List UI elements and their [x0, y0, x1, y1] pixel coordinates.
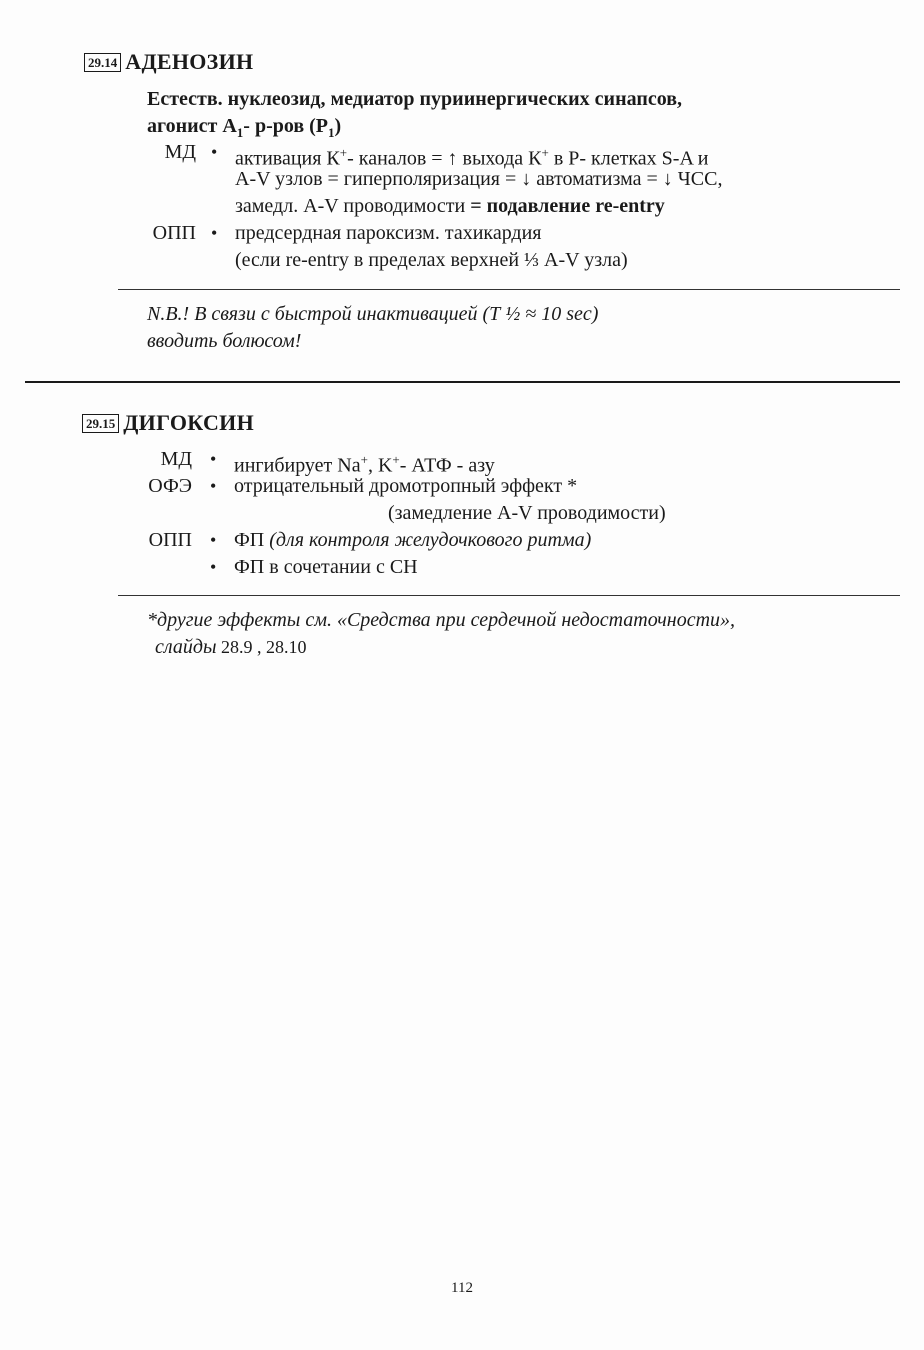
bullet-icon: • — [211, 142, 218, 162]
md-row — [0, 139, 924, 170]
divider — [118, 595, 900, 596]
section-heading-digoxin — [82, 410, 254, 436]
slide-number-box: 29.15 — [82, 414, 119, 433]
md-text: ингибирует Na+, K+- АТФ - азу — [234, 452, 495, 477]
md-label: МД — [164, 141, 196, 163]
ofe-text-line-2: (замедление A-V проводимости) — [388, 502, 666, 524]
divider — [118, 289, 900, 290]
bullet-icon: • — [210, 530, 217, 550]
bullet-icon: • — [210, 476, 217, 496]
opp-row — [0, 220, 924, 247]
section-heading-adenosine — [84, 49, 253, 75]
footnote-line-2: слайды 28.9 , 28.10 — [155, 636, 307, 658]
bullet-icon: • — [210, 449, 217, 469]
footnote-line-1: *другие эффекты см. «Средства при сердечной недостаточности», — [147, 609, 736, 631]
opp-row-cont — [0, 247, 924, 274]
opp-text-line-2: ФП в сочетании с СН — [234, 556, 418, 578]
opp-label: ОПП — [148, 529, 192, 551]
section-title: АДЕНОЗИН — [125, 49, 254, 74]
md-text-line-1: активация К+- каналов = ↑ выхода К+ в Р- клетках S-A и — [235, 145, 709, 170]
md-text-line-2: A-V узлов = гиперполяризация = ↓ автоматизма = ↓ ЧСС, — [235, 168, 723, 190]
opp-text-line-2: (если re-entry в пределах верхней ⅓ A-V узла) — [235, 249, 628, 271]
ofe-text-line-1: отрицательный дромотропный эффект * — [234, 475, 578, 497]
md-row-cont-1 — [0, 166, 924, 193]
intro-line-2: агонист $А_1-$ р-ров $(Р_1)$ — [147, 115, 342, 140]
section-title: ДИГОКСИН — [123, 410, 254, 435]
md-row-cont-2 — [0, 193, 924, 220]
bullet-icon: • — [211, 223, 218, 243]
opp-text-line-1: ФП (для контроля желудочкового ритма) — [234, 529, 592, 551]
note-line-2: вводить болюсом! — [147, 330, 302, 352]
md-text-line-3: замедл. A-V проводимости = подавление re-entry — [235, 195, 665, 217]
md-row — [0, 446, 924, 477]
page-number: 112 — [451, 1280, 473, 1296]
bullet-icon: • — [210, 557, 217, 577]
intro-line-1: Естеств. нуклеозид, медиатор пуриинергических синапсов, — [147, 88, 683, 110]
section-divider — [25, 381, 900, 383]
opp-row — [0, 527, 924, 554]
ofe-row-cont — [0, 500, 924, 527]
opp-label: ОПП — [152, 222, 196, 244]
note-line-1: N.B.! В связи с быстрой инактивацией (Т ½ ≈ 10 sec) — [147, 303, 599, 325]
ofe-label: ОФЭ — [148, 475, 192, 497]
md-label: МД — [160, 448, 192, 470]
opp-text-line-1: предсердная пароксизм. тахикардия — [235, 222, 542, 244]
ofe-row — [0, 473, 924, 500]
opp-row-2 — [0, 554, 924, 581]
slide-number-box: 29.14 — [84, 53, 121, 72]
